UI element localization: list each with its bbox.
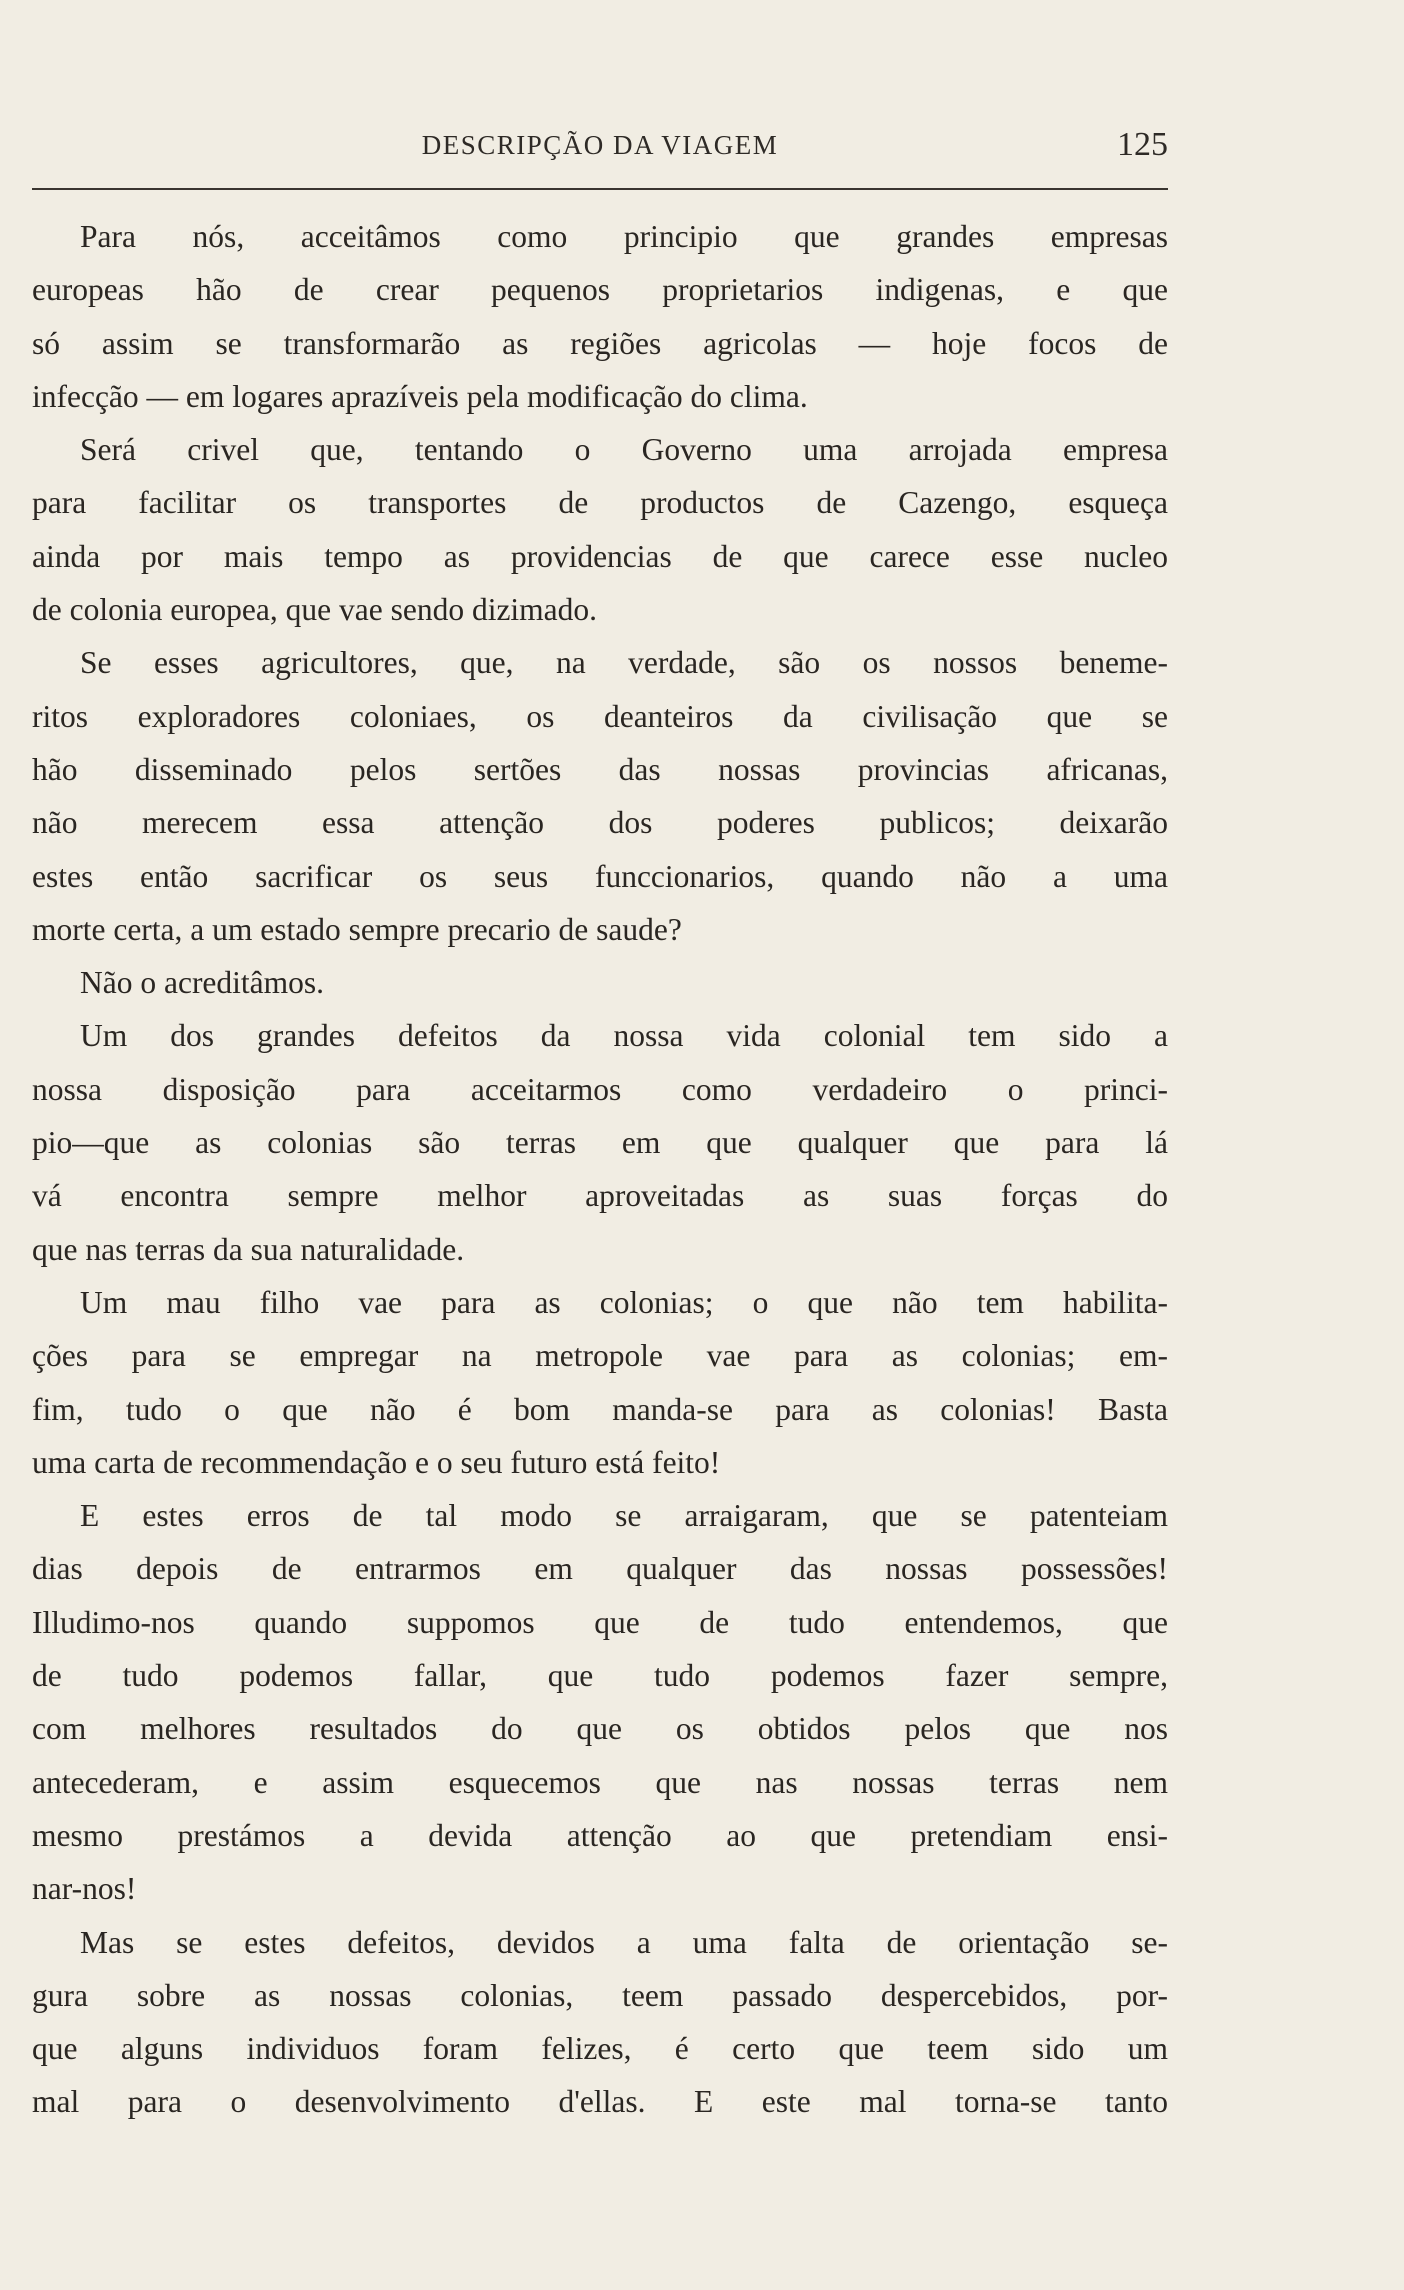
running-title: DESCRIPÇÃO DA VIAGEM: [421, 130, 779, 160]
text-line: nar-nos!: [32, 1871, 137, 1907]
text-line: estes então sacrificar os seus funccionarios, quando não a uma: [32, 858, 1168, 894]
text-line: com melhores resultados do que os obtidos pelos que nos: [32, 1711, 1168, 1747]
text-line: Um mau filho vae para as colonias; o que não tem habilita-: [80, 1284, 1168, 1320]
text-line: gura sobre as nossas colonias, teem passado despercebidos, por-: [32, 1977, 1168, 2013]
text-line: dias depois de entrarmos em qualquer das nossas possessões!: [32, 1551, 1168, 1587]
header-rule: [32, 188, 1168, 190]
text-line: que alguns individuos foram felizes, é certo que teem sido um: [32, 2031, 1168, 2067]
text-line: Será crivel que, tentando o Governo uma arrojada empresa: [80, 432, 1168, 468]
text-line: mal para o desenvolvimento d'ellas. E este mal torna-se tanto: [32, 2084, 1168, 2120]
text-line: Um dos grandes defeitos da nossa vida colonial tem sido a: [80, 1018, 1168, 1054]
text-line: não merecem essa attenção dos poderes publicos; deixarão: [32, 805, 1168, 841]
text-line: pio—que as colonias são terras em que qualquer que para lá: [32, 1125, 1168, 1161]
text-line: para facilitar os transportes de productos de Cazengo, esqueça: [32, 485, 1168, 521]
text-line: nossa disposição para acceitarmos como verdadeiro o princi-: [32, 1071, 1168, 1107]
text-line: só assim se transformarão as regiões agricolas — hoje focos de: [32, 325, 1168, 361]
text-line: uma carta de recommendação e o seu futuro está feito!: [32, 1444, 721, 1480]
text-line: ainda por mais tempo as providencias de que carece esse nucleo: [32, 538, 1168, 574]
text-line: morte certa, a um estado sempre precario de saude?: [32, 911, 682, 947]
text-line: hão disseminado pelos sertões das nossas provincias africanas,: [32, 751, 1168, 787]
text-line: de colonia europea, que vae sendo dizimado.: [32, 592, 598, 628]
body-text: [32, 210, 1168, 2129]
text-line: vá encontra sempre melhor aproveitadas as suas forças do: [32, 1178, 1168, 1214]
text-line: antecederam, e assim esquecemos que nas nossas terras nem: [32, 1764, 1168, 1800]
text-line: Não o acreditâmos.: [80, 965, 325, 1001]
text-line: Se esses agricultores, que, na verdade, são os nossos beneme-: [80, 645, 1168, 681]
running-header: [32, 126, 1168, 170]
text-line: fim, tudo o que não é bom manda-se para as colonias! Basta: [32, 1391, 1168, 1427]
text-line: Illudimo-nos quando suppomos que de tudo entendemos, que: [32, 1604, 1168, 1640]
text-line: infecção — em logares aprazíveis pela modificação do clima.: [32, 378, 808, 414]
page-number: 125: [1117, 126, 1168, 163]
text-line: europeas hão de crear pequenos proprietarios indigenas, e que: [32, 272, 1168, 308]
text-line: que nas terras da sua naturalidade.: [32, 1231, 465, 1267]
text-line: Mas se estes defeitos, devidos a uma falta de orientação se-: [80, 1924, 1168, 1960]
text-line: E estes erros de tal modo se arraigaram, que se patenteiam: [80, 1498, 1168, 1534]
text-line: de tudo podemos fallar, que tudo podemos fazer sempre,: [32, 1658, 1168, 1694]
text-line: ções para se empregar na metropole vae para as colonias; em-: [32, 1338, 1168, 1374]
text-line: Para nós, acceitâmos como principio que grandes empresas: [80, 219, 1168, 254]
text-line: mesmo prestámos a devida attenção ao que pretendiam ensi-: [32, 1817, 1168, 1853]
text-line: ritos exploradores coloniaes, os deanteiros da civilisação que se: [32, 698, 1168, 734]
